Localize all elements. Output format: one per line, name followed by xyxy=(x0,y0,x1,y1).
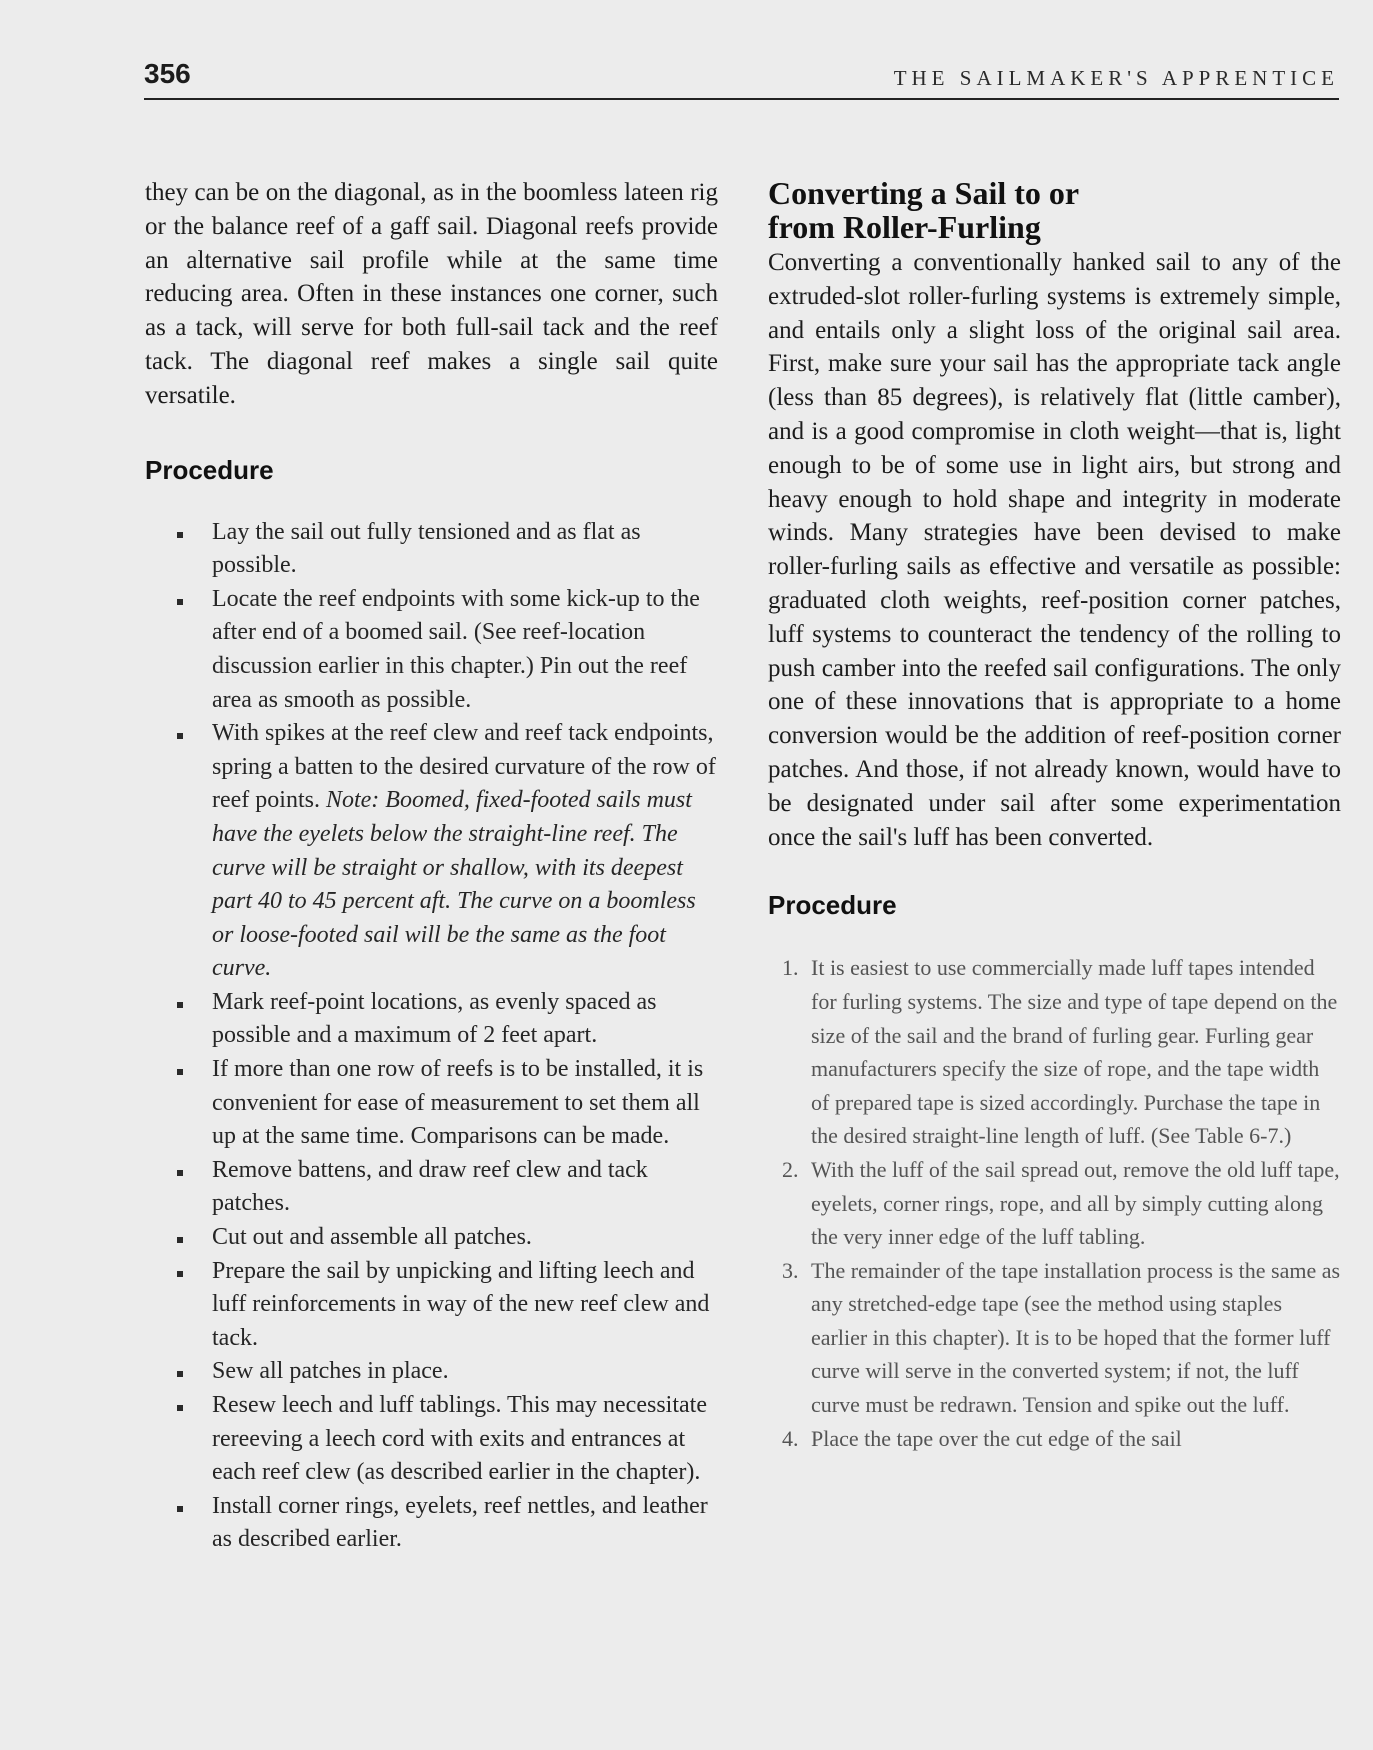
step-item xyxy=(768,1422,1341,1456)
list-item xyxy=(145,516,718,583)
list-item-note: Note: Boomed, fixed-footed sails must have the eyelets below the straight-line reef. The curve will be straight or shallow, with its deepest part 40 to 45 percent aft. The curve on a boomless or loose-footed sail will be the same as the foot curve. xyxy=(212,787,696,982)
list-item-text: Resew leech and luff tablings. This may necessitate rereeving a leech cord with exits and entrances at each reef clew (as described earlier in the chapter). xyxy=(212,1392,707,1486)
step-number: 4. xyxy=(782,1425,799,1451)
list-item xyxy=(145,1355,718,1389)
step-number: 1. xyxy=(782,955,799,981)
page-number: 356 xyxy=(144,58,191,89)
list-item-text: Mark reef-point locations, as evenly spaced as possible and a maximum of 2 feet apart. xyxy=(212,988,657,1049)
list-item xyxy=(145,583,718,717)
list-item xyxy=(145,1053,718,1154)
left-column xyxy=(145,176,718,1557)
list-item-text: Lay the sail out fully tensioned and as flat as possible. xyxy=(212,518,641,579)
list-item-text: Sew all patches in place. xyxy=(212,1358,449,1385)
list-item xyxy=(145,717,718,986)
list-item-text: If more than one row of reefs is to be installed, it is convenient for ease of measurement to set them all up at the same time. Comparisons can be made. xyxy=(212,1056,704,1150)
step-item xyxy=(768,1153,1341,1254)
procedure-bullet-list xyxy=(145,516,718,1557)
list-item-text: Prepare the sail by unpicking and lifting leech and luff reinforcements in way of the new reef clew and tack. xyxy=(212,1257,710,1351)
page-header xyxy=(144,58,1339,100)
procedure-heading-left: Procedure xyxy=(145,454,274,485)
list-item-text: Locate the reef endpoints with some kick-up to the after end of a boomed sail. (See reef-location discussion earlier in this chapter.) Pin out the reef area as smooth as possible. xyxy=(212,585,700,713)
section-title-line-1: Converting a Sail to or xyxy=(768,175,1080,211)
step-number: 3. xyxy=(782,1257,799,1283)
section-title-line-2: from Roller-Furling xyxy=(768,209,1041,245)
list-item-text: Remove battens, and draw reef clew and tack patches. xyxy=(212,1156,648,1217)
step-text: Place the tape over the cut edge of the sail xyxy=(811,1425,1182,1451)
list-item xyxy=(145,1389,718,1490)
list-item xyxy=(145,1154,718,1221)
section-title xyxy=(768,176,1341,244)
step-text: It is easiest to use commercially made luff tapes intended for furling systems. The size and type of tape depend on the size of the sail and the brand of furling gear. Furling gear manufacturers specify the size of rope, and the tape width of prepared tape is sized accordingly. Purchase the tape in the desired straight-line length of luff. (See Table 6-7.) xyxy=(811,955,1338,1149)
list-item xyxy=(145,1255,718,1356)
step-item xyxy=(768,1254,1341,1422)
step-number: 2. xyxy=(782,1156,799,1182)
list-item xyxy=(145,1221,718,1255)
section-paragraph: Converting a conventionally hanked sail to any of the extruded-slot roller-furling systems is extremely simple, and entails only a slight loss of the original sail area. First, make sure your sail has the appropriate tack angle (less than 85 degrees), is relatively flat (little camber), and is a good compromise in cloth weight—that is, light enough to be of some use in light airs, but strong and heavy enough to hold shape and integrity in moderate winds. Many strategies have been devised to make roller-furling sails as effective and versatile as possible: graduated cloth weights, reef-position corner patches, luff systems to counteract the tendency of the rolling to push camber into the reefed sail configurations. The only one of these innovations that is appropriate to a home conversion would be the addition of reef-position corner patches. And those, if not already known, would have to be designated under sail after some experimentation once the sail's luff has been converted. xyxy=(768,249,1341,851)
list-item xyxy=(145,986,718,1053)
step-text: The remainder of the tape installation process is the same as any stretched-edge tape (see the method using staples earlier in this chapter). It is to be hoped that the former luff curve will serve in the converted system; if not, the luff curve must be redrawn. Tension and spike out the luff. xyxy=(811,1257,1341,1418)
list-item xyxy=(145,1490,718,1557)
step-item xyxy=(768,951,1341,1153)
intro-paragraph: they can be on the diagonal, as in the boomless lateen rig or the balance reef of a gaff sail. Diagonal reefs provide an alternative sail profile while at the same time reducing area. Often in these instances one corner, such as a tack, will serve for both full-sail tack and the reef tack. The diagonal reef makes a single sail quite versatile. xyxy=(145,179,718,409)
list-item-text: With spikes at the reef clew and reef tack endpoints, spring a batten to the desired curvature of the row of reef points. xyxy=(212,720,716,814)
procedure-step-list xyxy=(768,951,1341,1455)
step-text: With the luff of the sail spread out, remove the old luff tape, eyelets, corner rings, rope, and all by simply cutting along the very inner edge of the luff tabling. xyxy=(811,1156,1340,1250)
list-item-text: Cut out and assemble all patches. xyxy=(212,1224,532,1251)
list-item-text: Install corner rings, eyelets, reef nettles, and leather as described earlier. xyxy=(212,1492,708,1553)
running-title: THE SAILMAKER'S APPRENTICE xyxy=(893,66,1339,90)
right-column xyxy=(768,176,1341,1455)
procedure-heading-right: Procedure xyxy=(768,890,897,921)
